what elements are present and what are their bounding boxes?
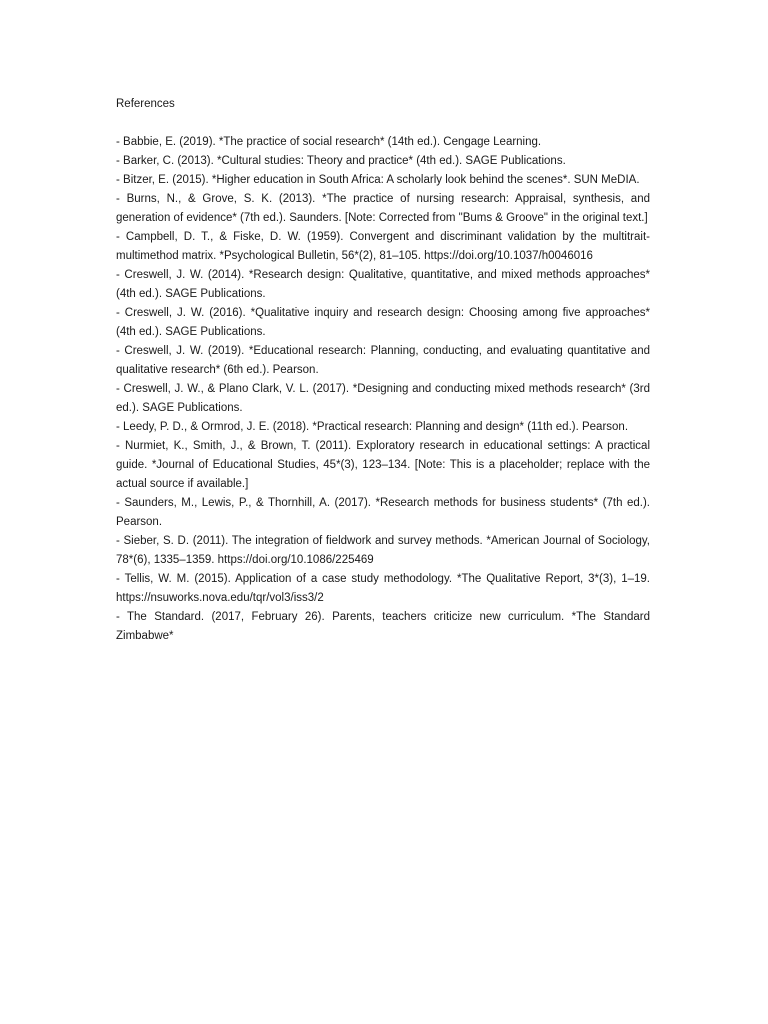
reference-entry: - Creswell, J. W. (2014). *Research design: Qualitative, quantitative, and mixed methods approaches* (4th ed.). SAGE Publications. <box>116 269 650 300</box>
reference-entry: - Bitzer, E. (2015). *Higher education in South Africa: A scholarly look behind the scenes*. SUN MeDIA. <box>116 174 640 186</box>
reference-entry: - Burns, N., & Grove, S. K. (2013). *The practice of nursing research: Appraisal, synthesis, and generation of evidence* (7th ed.). Saunders. [Note: Corrected from "Bums & Groove" in the original text.] <box>116 193 650 224</box>
reference-entry: - Sieber, S. D. (2011). The integration of fieldwork and survey methods. *American Journal of Sociology, 78*(6), 1335–1359. https://doi.org/10.1086/225469 <box>116 535 650 566</box>
references-heading: References <box>116 98 175 110</box>
reference-entry: - Leedy, P. D., & Ormrod, J. E. (2018). *Practical research: Planning and design* (11th ed.). Pearson. <box>116 421 629 433</box>
reference-entry: - Creswell, J. W. (2016). *Qualitative inquiry and research design: Choosing among five approaches* (4th ed.). SAGE Publications. <box>116 307 650 338</box>
reference-entry: - Nurmiet, K., Smith, J., & Brown, T. (2011). Exploratory research in educational settings: A practical guide. *Journal of Educational Studies, 45*(3), 123–134. [Note: This is a placeholder; replace with the actual source if available.] <box>116 440 650 490</box>
reference-entry: - Saunders, M., Lewis, P., & Thornhill, A. (2017). *Research methods for business students* (7th ed.). Pearson. <box>116 497 650 528</box>
reference-entry: - Campbell, D. T., & Fiske, D. W. (1959). Convergent and discriminant validation by the multitrait-multimethod matrix. *Psychological Bulletin, 56*(2), 81–105. https://doi.org/10.1037/h0046016 <box>116 231 650 262</box>
reference-entry: - Tellis, W. M. (2015). Application of a case study methodology. *The Qualitative Report, 3*(3), 1–19. https://nsuworks.nova.edu/tqr/vol3/iss3/2 <box>116 573 650 604</box>
reference-entry: - Creswell, J. W. (2019). *Educational research: Planning, conducting, and evaluating quantitative and qualitative research* (6th ed.). Pearson. <box>116 345 650 376</box>
reference-entry: - Creswell, J. W., & Plano Clark, V. L. (2017). *Designing and conducting mixed methods research* (3rd ed.). SAGE Publications. <box>116 383 650 414</box>
references-section <box>116 95 650 646</box>
reference-entry: - Barker, C. (2013). *Cultural studies: Theory and practice* (4th ed.). SAGE Publications. <box>116 155 566 167</box>
reference-entry: - The Standard. (2017, February 26). Parents, teachers criticize new curriculum. *The Standard Zimbabwe* <box>116 611 650 642</box>
reference-list <box>116 133 650 646</box>
reference-entry: - Babbie, E. (2019). *The practice of social research* (14th ed.). Cengage Learning. <box>116 136 542 148</box>
